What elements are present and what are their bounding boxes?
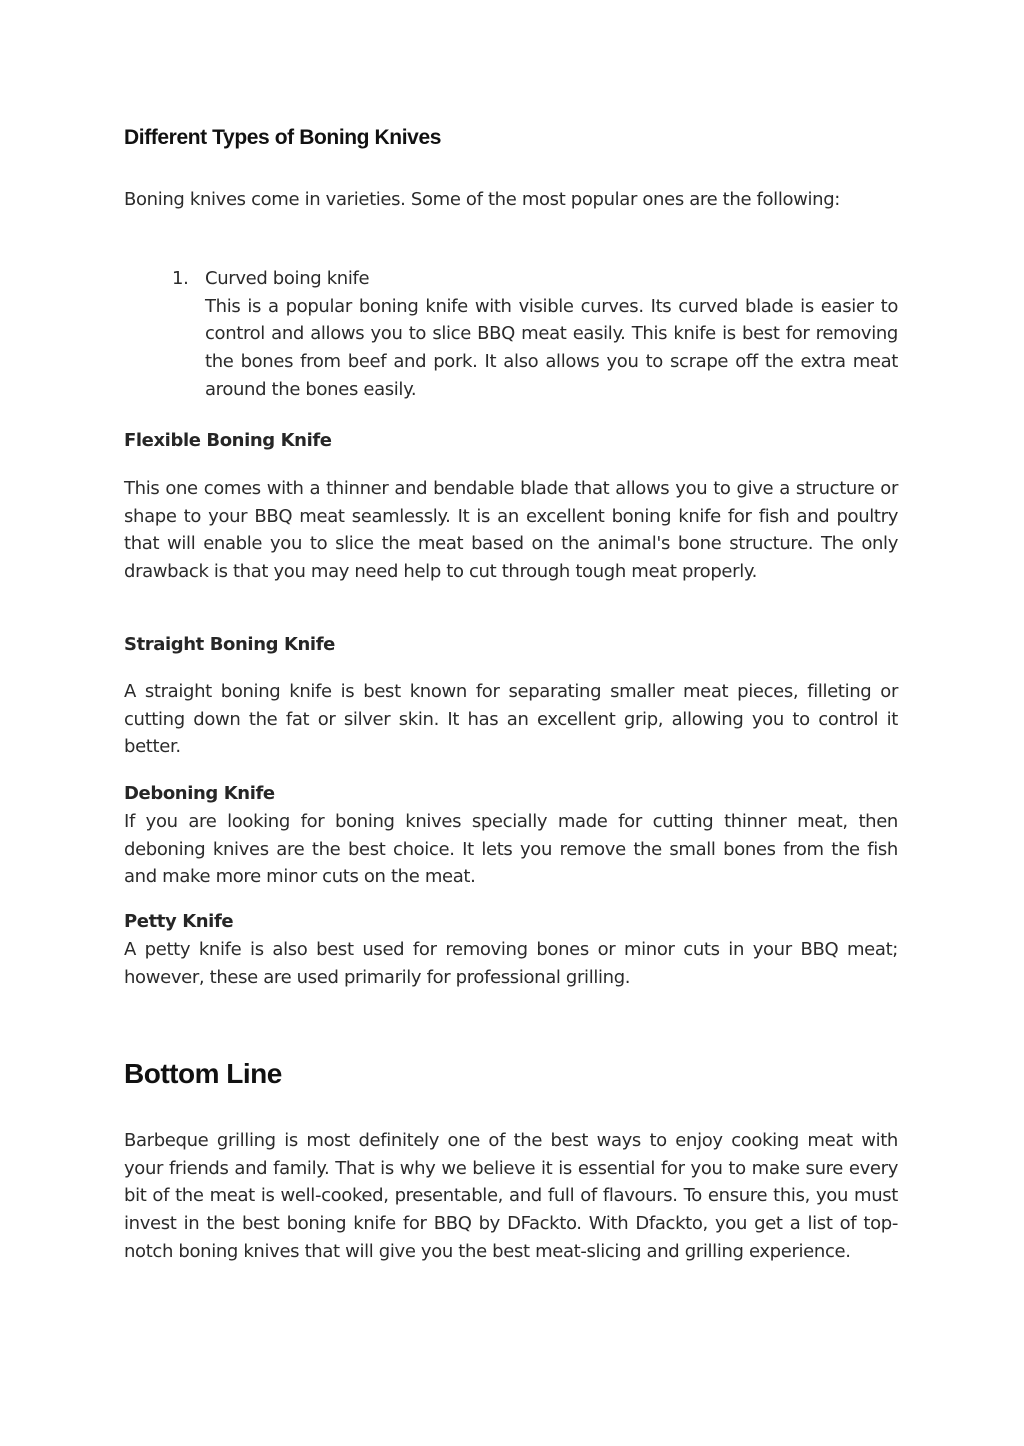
petty-paragraph: A petty knife is also best used for removing bones or minor cuts in your BBQ meat; however, these are used primarily for professional grilling. [124,939,898,988]
deboning-heading: Deboning Knife [124,783,275,804]
list-item-title: Curved boing knife [205,268,370,289]
knife-list [172,265,898,404]
intro-paragraph: Boning knives come in varieties. Some of the most popular ones are the following: [124,189,841,210]
straight-paragraph: A straight boning knife is best known for separating smaller meat pieces, filleting or cutting down the fat or silver skin. It has an excellent grip, allowing you to control it better. [124,681,898,758]
flexible-heading: Flexible Boning Knife [124,430,332,451]
list-number: 1. [172,268,189,289]
bottom-line-paragraph: Barbeque grilling is most definitely one of the best ways to enjoy cooking meat with your friends and family. That is why we believe it is essential for you to make sure every bit of the meat is well-cooked, presentable, and full of flavours. To ensure this, you must invest in the best boning knife for BBQ by DFackto. With Dfackto, you get a list of top-notch boning knives that will give you the best meat-slicing and grilling experience. [124,1130,898,1262]
flexible-paragraph: This one comes with a thinner and bendable blade that allows you to give a structure or shape to your BBQ meat seamlessly. It is an excellent boning knife for fish and poultry that will enable you to slice the meat based on the animal's bone structure. The only drawback is that you may need help to cut through tough meat properly. [124,478,898,583]
deboning-paragraph: If you are looking for boning knives specially made for cutting thinner meat, then deboning knives are the best choice. It lets you remove the small bones from the fish and make more minor cuts on the meat. [124,811,898,888]
list-item [172,265,898,404]
bottom-line-heading: Bottom Line [124,1058,282,1089]
straight-heading: Straight Boning Knife [124,634,335,655]
petty-heading: Petty Knife [124,911,234,932]
list-item-description: This is a popular boning knife with visible curves. Its curved blade is easier to control and allows you to slice BBQ meat easily. This knife is best for removing the bones from beef and pork. It also allows you to scrape off the extra meat around the bones easily. [205,295,898,400]
types-heading: Different Types of Boning Knives [124,126,442,149]
